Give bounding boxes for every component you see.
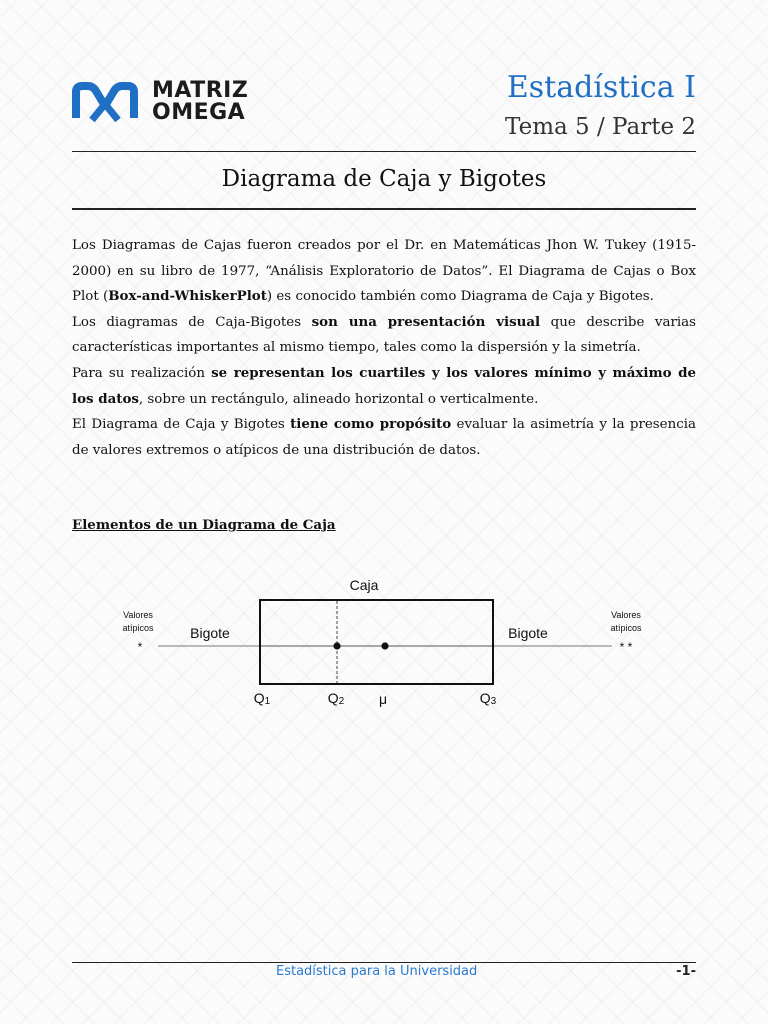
text-segment: evaluar la asimetría y la presencia de valores extremos o atípicos de una distribución de datos. xyxy=(72,417,696,458)
text-segment: que describe varias características importantes al mismo tiempo, tales como la dispersión y la simetría. xyxy=(72,314,696,356)
body-paragraph xyxy=(72,310,696,361)
text-segment: , sobre un rectángulo, alineado horizontal o verticalmente. xyxy=(138,391,539,407)
course-subtitle: Tema 5 / Parte 2 xyxy=(505,114,696,140)
outlier-left-label-line2: atípicos xyxy=(122,623,154,633)
logo-line-1: MATRIZ xyxy=(152,78,249,103)
footer-text: Estadística para la Universidad xyxy=(276,964,478,979)
outlier-right-mark: * * xyxy=(619,640,633,654)
text-segment: ) es conocido también como Diagrama de Caja y Bigotes. xyxy=(266,289,654,305)
logo-mark-icon xyxy=(72,82,138,124)
body-text xyxy=(72,233,696,463)
text-segment: El Diagrama de Caja y Bigotes xyxy=(72,417,291,433)
section-title: Elementos de un Diagrama de Caja xyxy=(72,517,336,533)
logo-text xyxy=(152,80,248,124)
q3-label: Q3 xyxy=(479,690,497,707)
box-label: Caja xyxy=(349,577,379,593)
outlier-left-mark: * xyxy=(137,640,143,654)
bold-text: se representan los cuartiles y los valores mínimo y máximo de los datos xyxy=(72,364,696,407)
header-divider xyxy=(72,151,696,152)
bold-text: son una presentación visual xyxy=(311,313,541,330)
document-title: Diagrama de Caja y Bigotes xyxy=(221,166,547,192)
mu-label: μ xyxy=(378,691,388,707)
bold-text: Box-and-WhiskerPlot xyxy=(108,288,267,305)
left-whisker-label: Bigote xyxy=(190,625,230,641)
logo-line-2: OMEGA xyxy=(152,100,246,125)
median-point xyxy=(333,642,340,649)
text-segment: Los Diagramas de Cajas fueron creados por el Dr. en Matemáticas Jhon W. Tukey (1915-2000) en su libro de 1977, “Análisis Exploratorio de Datos”. El Diagrama de Cajas o Box Plot ( xyxy=(72,238,696,305)
outlier-right-label-line1: Valores xyxy=(611,610,641,620)
box-rectangle xyxy=(260,600,493,684)
matriz-omega-logo xyxy=(72,80,272,126)
right-whisker-label: Bigote xyxy=(508,625,548,641)
body-paragraph xyxy=(72,412,696,463)
text-segment: Para su realización xyxy=(72,365,212,381)
title-divider xyxy=(72,208,696,210)
outlier-left-label-line1: Valores xyxy=(123,610,153,620)
body-paragraph xyxy=(72,361,696,412)
body-paragraph xyxy=(72,233,696,310)
bold-text: tiene como propósito xyxy=(290,416,452,433)
text-segment: Los diagramas de Caja-Bigotes xyxy=(72,314,312,330)
footer-divider xyxy=(72,962,696,963)
page-number: -1- xyxy=(676,964,696,979)
box-plot-diagram xyxy=(100,560,660,720)
q1-label: Q1 xyxy=(253,690,271,707)
outlier-right-label-line2: atípicos xyxy=(610,623,642,633)
q2-label: Q2 xyxy=(327,690,345,707)
mean-point xyxy=(381,642,388,649)
course-title: Estadística I xyxy=(506,70,696,105)
